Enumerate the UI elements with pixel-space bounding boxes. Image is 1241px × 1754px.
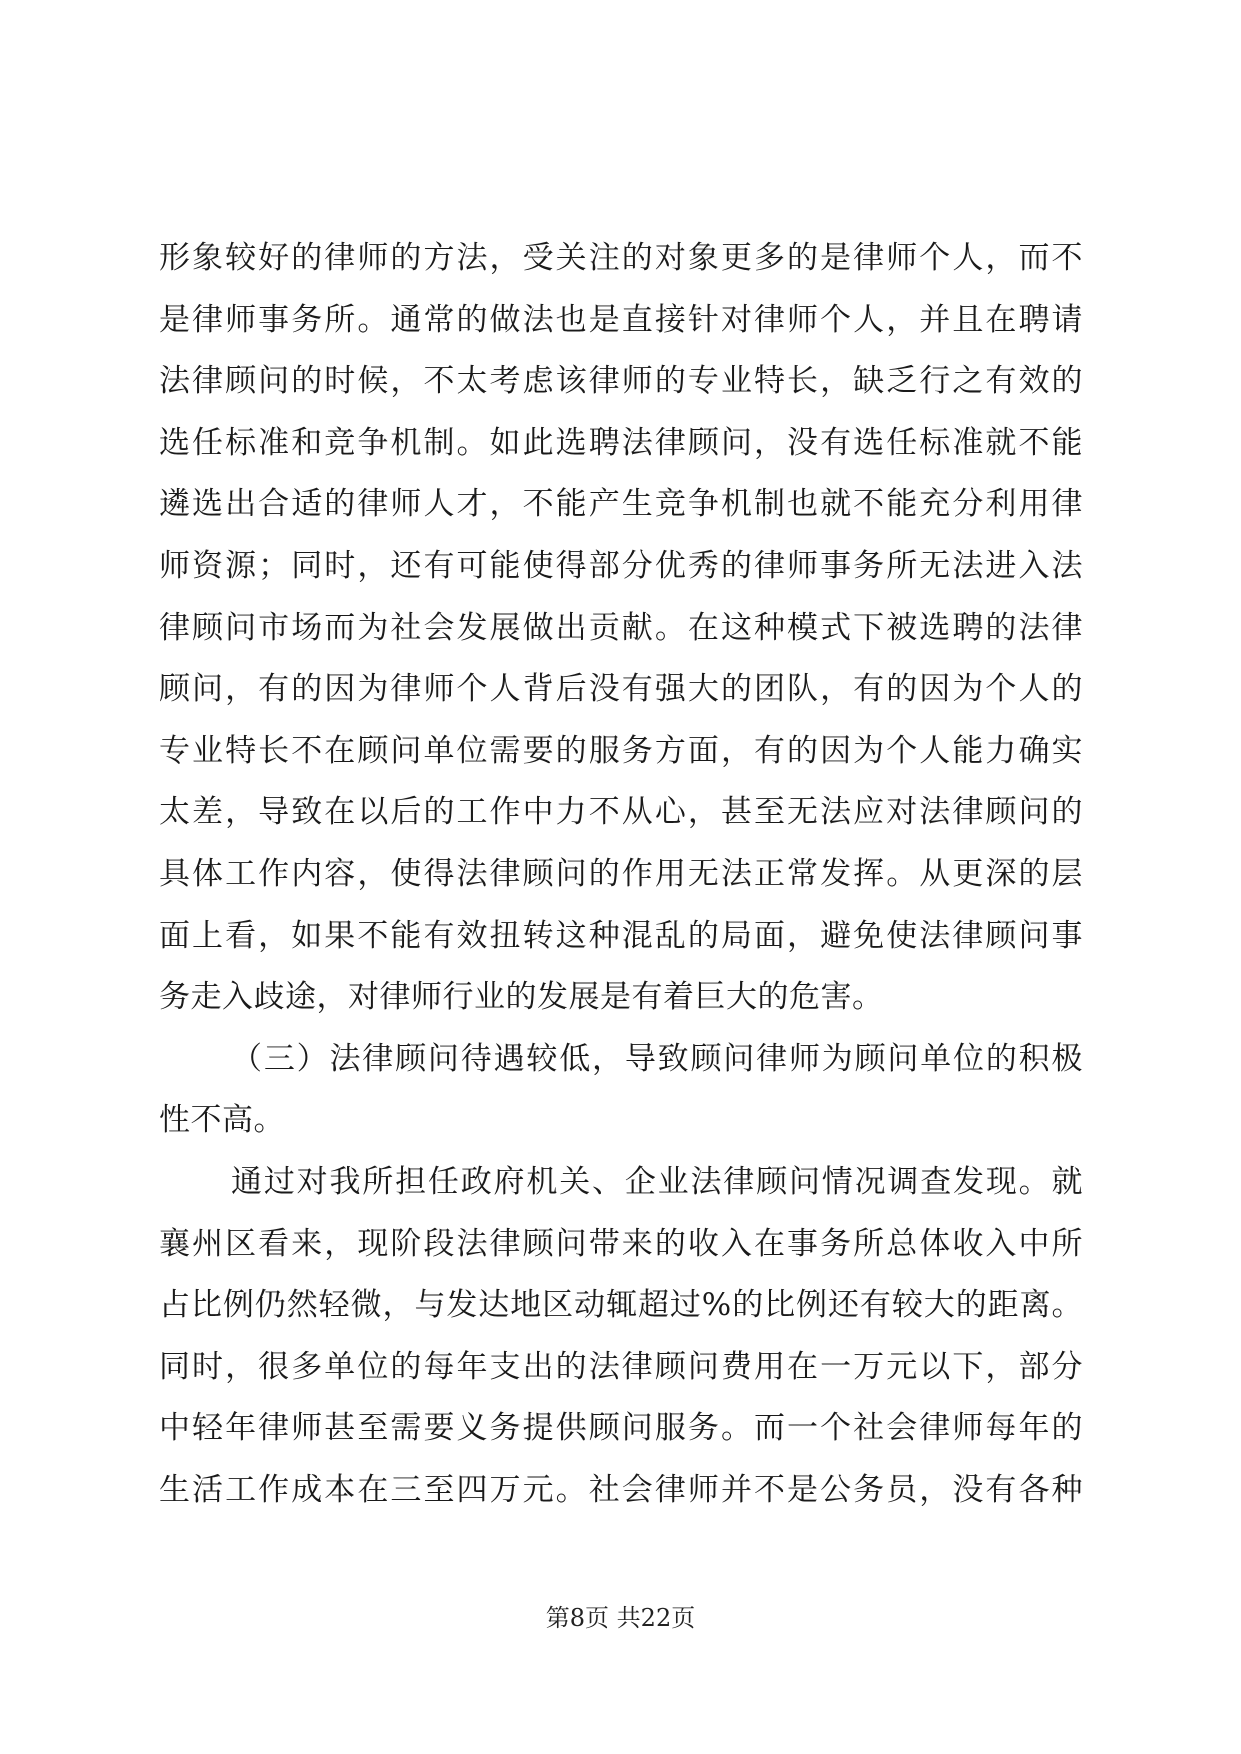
text-line: 中轻年律师甚至需要义务提供顾问服务。而一个社会律师每年的 [159, 1410, 1083, 1447]
text-line: 务走入歧途，对律师行业的发展是有着巨大的危害。 [159, 979, 884, 1016]
text-line: 选任标准和竞争机制。如此选聘法律顾问，没有选任标准就不能 [159, 424, 1083, 461]
text-line: 师资源；同时，还有可能使得部分优秀的律师事务所无法进入法 [159, 547, 1083, 584]
text-line: 占比例仍然轻微，与发达地区动辄超过%的比例还有较大的距离。 [159, 1287, 1083, 1324]
section-heading [159, 1029, 1083, 1152]
text-line: 面上看，如果不能有效扭转这种混乱的局面，避免使法律顾问事 [159, 917, 1083, 954]
text-line: 律顾问市场而为社会发展做出贡献。在这种模式下被选聘的法律 [159, 609, 1083, 646]
page-number-footer: 第8页 共22页 [545, 1604, 696, 1632]
text-line: 具体工作内容，使得法律顾问的作用无法正常发挥。从更深的层 [159, 855, 1083, 892]
text-line: 生活工作成本在三至四万元。社会律师并不是公务员，没有各种 [159, 1471, 1083, 1508]
paragraph-1 [159, 228, 1083, 1029]
paragraph-3 [159, 1152, 1083, 1522]
text-line: 是律师事务所。通常的做法也是直接针对律师个人，并且在聘请 [159, 301, 1083, 338]
text-line: 同时，很多单位的每年支出的法律顾问费用在一万元以下，部分 [159, 1348, 1083, 1385]
text-line: 专业特长不在顾问单位需要的服务方面，有的因为个人能力确实 [159, 732, 1083, 769]
text-line: 形象较好的律师的方法，受关注的对象更多的是律师个人，而不 [159, 240, 1083, 276]
heading-line: 性不高。 [159, 1102, 285, 1139]
text-line: 通过对我所担任政府机关、企业法律顾问情况调查发现。就 [231, 1163, 1083, 1200]
text-line: 太差，导致在以后的工作中力不从心，甚至无法应对法律顾问的 [159, 794, 1083, 831]
text-line: 遴选出合适的律师人才，不能产生竞争机制也就不能充分利用律 [159, 486, 1083, 523]
heading-line: （三）法律顾问待遇较低，导致顾问律师为顾问单位的积极 [231, 1040, 1083, 1077]
text-line: 顾问，有的因为律师个人背后没有强大的团队，有的因为个人的 [159, 671, 1083, 708]
body-text [159, 228, 1083, 1521]
text-line: 法律顾问的时候，不太考虑该律师的专业特长，缺乏行之有效的 [159, 363, 1083, 400]
text-line: 襄州区看来，现阶段法律顾问带来的收入在事务所总体收入中所 [159, 1225, 1083, 1262]
